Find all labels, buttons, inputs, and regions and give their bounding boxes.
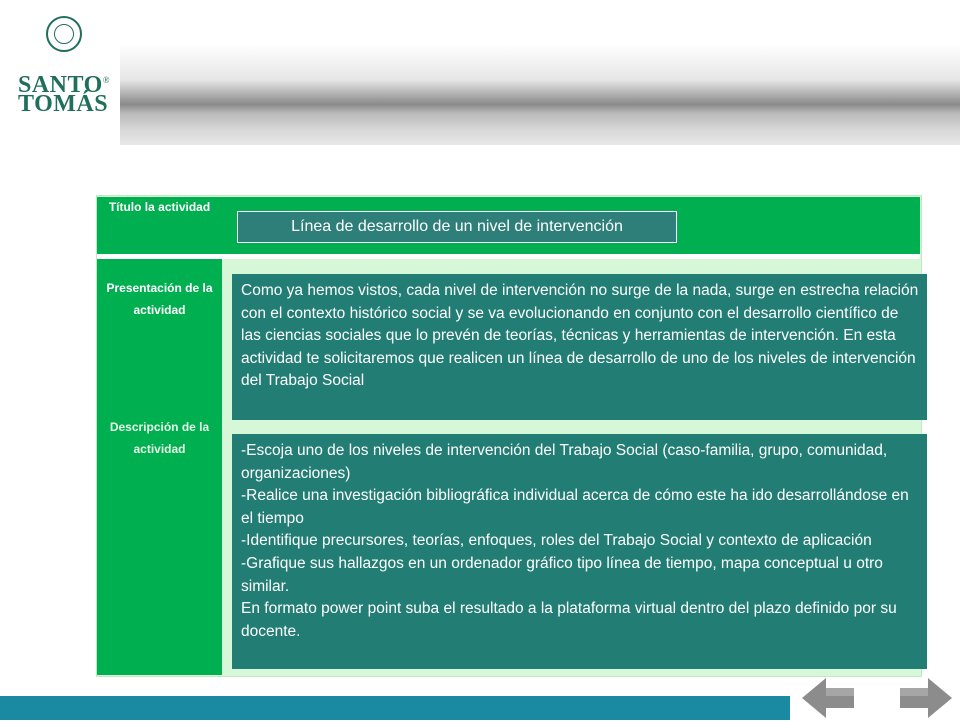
- seal-icon: [46, 16, 82, 52]
- next-slide-button[interactable]: [898, 676, 954, 720]
- description-line: -Escoja uno de los niveles de intervención del Trabajo Social (caso-familia, grupo, comunidad, organizaciones): [241, 442, 888, 482]
- presentation-label: Presentación de la actividad: [106, 281, 213, 317]
- arrow-left-icon: [800, 676, 856, 720]
- description-label: Descripción de la actividad: [109, 420, 210, 456]
- arrow-right-icon: [898, 676, 954, 720]
- description-line: En formato power point suba el resultado a la plataforma virtual dentro del plazo definido por su docente.: [241, 600, 897, 640]
- presentation-text: Como ya hemos vistos, cada nivel de intervención no surge de la nada, surge en estrecha relación con el contexto histórico social y se va evolucionando en conjunto con el desarrollo científico de las ciencias sociales que lo prevén de teorías, técnicas y herramientas de intervención. En esta actividad te solicitaremos que realicen un línea de desarrollo de uno de los niveles de intervención del Trabajo Social: [241, 282, 919, 390]
- title-label: Título la actividad: [108, 200, 211, 214]
- header-band: [120, 0, 960, 145]
- brand-name-line2: TOMÁS: [18, 91, 109, 117]
- presentation-text-box: [232, 274, 927, 420]
- activity-title: Línea de desarrollo de un nivel de intervención: [237, 211, 677, 243]
- description-line: -Realice una investigación bibliográfica individual acerca de cómo este ha ido desarrollándose en el tiempo: [241, 487, 909, 527]
- santo-tomas-logo: [18, 14, 118, 117]
- row-divider: [97, 254, 920, 259]
- description-line: -Identifique precursores, teorías, enfoques, roles del Trabajo Social y contexto de aplicación: [241, 532, 872, 550]
- description-line: -Grafique sus hallazgos en un ordenador gráfico tipo línea de tiempo, mapa conceptual u otro similar.: [241, 554, 883, 595]
- previous-slide-button[interactable]: [800, 676, 856, 720]
- brand-name-line1: SANTO®: [18, 72, 111, 98]
- description-text-box: [232, 434, 927, 669]
- footer-bar: [0, 696, 790, 720]
